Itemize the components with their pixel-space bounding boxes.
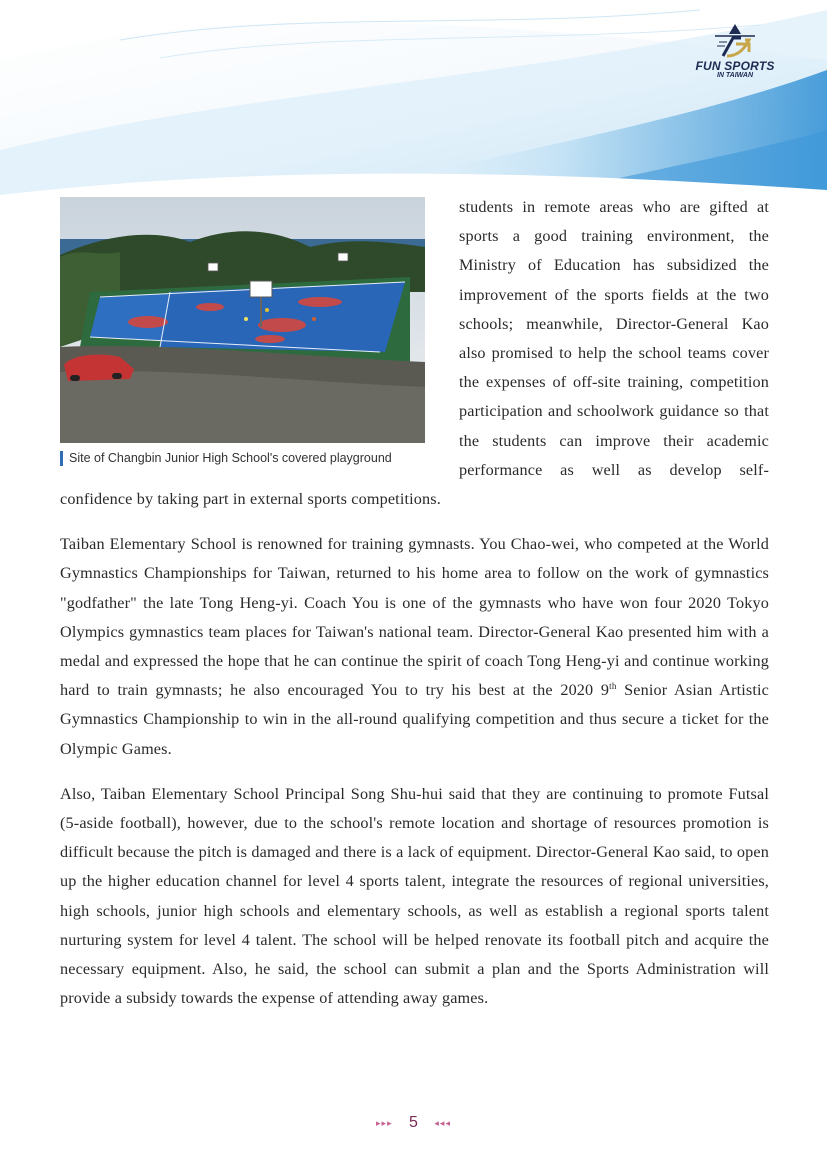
paragraph-1: students in remote areas who are gifted at sports a good training environment, the Ministry of Education has subsidized the improvement of the sports fields at the two schools; meanwhile, Director-General Kao also promised to help the school teams cover the expenses of off-site training, competition participation and schoolwork guidance so that the students can improve their academic performance as well as develop self-confidence by taking part in external sports competitions. bbox=[60, 198, 769, 509]
caption-accent-bar bbox=[60, 451, 63, 466]
fun-sports-emblem-icon bbox=[705, 22, 765, 58]
page-number: 5 bbox=[409, 1114, 418, 1131]
logo-subtitle: IN TAIWAN bbox=[716, 72, 754, 79]
fun-sports-logo bbox=[690, 22, 780, 92]
paragraph-2-text: Taiban Elementary School is renowned for training gymnasts. You Chao-wei, who competed at the World Gymnastics Championships for Taiwan, returned to his home area to follow on the work of gymnastics "godfather" the late Tong Heng-yi. Coach You is one of the gymnasts who have won four 2020 Tokyo Olympics gymnastics team places for Taiwan's national team. Director-General Kao presented him with a medal and expressed the hope that he can continue the spirit of coach Tong Heng-yi and continue working hard to train gymnasts; he also encouraged You to try his best at the 2020 9 bbox=[60, 535, 769, 700]
article-body bbox=[60, 193, 769, 1029]
figure-caption-text: Site of Changbin Junior High School's covered playground bbox=[69, 451, 392, 465]
right-arrows-icon: ◂◂◂ bbox=[434, 1117, 451, 1128]
figure-caption bbox=[60, 450, 425, 466]
figure bbox=[60, 197, 425, 466]
paragraph-2 bbox=[60, 530, 769, 764]
left-arrows-icon: ▸▸▸ bbox=[376, 1117, 393, 1128]
ordinal-superscript: th bbox=[609, 681, 617, 692]
page-footer bbox=[0, 1114, 827, 1132]
basketball-court-photo bbox=[60, 197, 425, 443]
paragraph-2-text-end: Senior Asian Artistic Gymnastics Championship to win in the all-round qualifying competition and thus secure a ticket for the Olympic Games. bbox=[60, 681, 769, 758]
logo-title: FUN SPORTS bbox=[695, 59, 775, 73]
paragraph-3: Also, Taiban Elementary School Principal Song Shu-hui said that they are continuing to promote Futsal (5-aside football), however, due to the school's remote location and shortage of resources promotion is difficult because the pitch is damaged and there is a lack of equipment. Director-General Kao said, to open up the higher education channel for level 4 sports talent, integrate the resources of regional universities, high schools, junior high schools and elementary schools, as well as establish a regional sports talent nurturing system for level 4 talent. The school will be helped renovate its football pitch and acquire the necessary equipment. Also, he said, the school can submit a plan and the Sports Administration will provide a subsidy towards the expense of attending away games. bbox=[60, 784, 769, 1008]
